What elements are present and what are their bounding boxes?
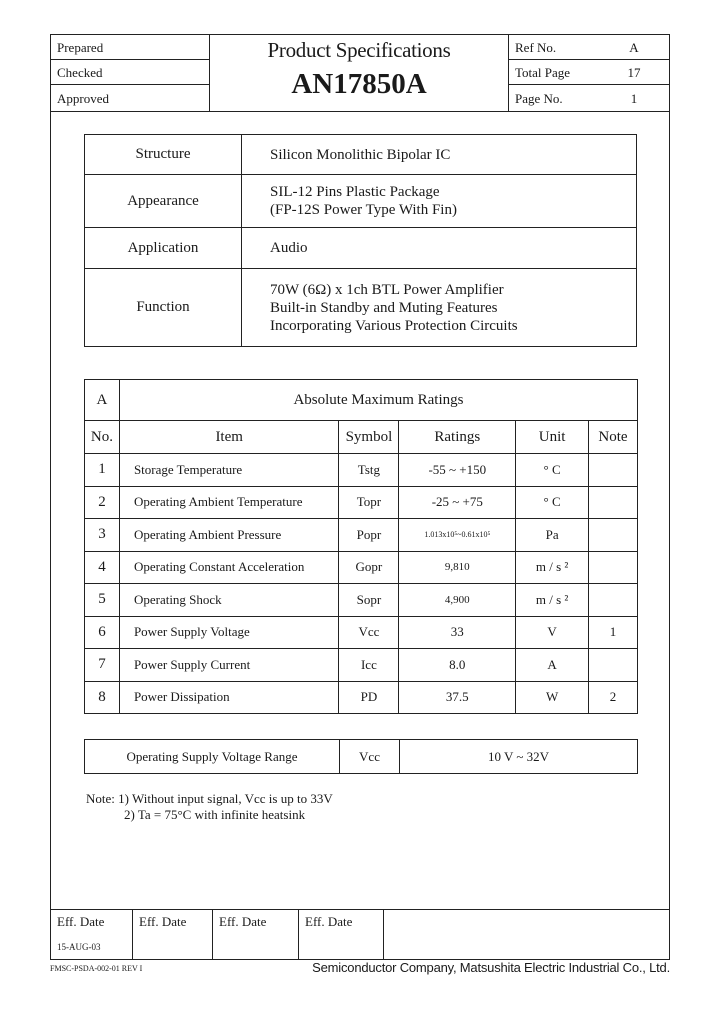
row-note: 1 [589,616,638,649]
spec-line: SIL-12 Pins Plastic Package [270,184,440,200]
total-page-row [509,60,670,85]
row-item: Operating Ambient Temperature [119,486,338,519]
company-name: Semiconductor Company, Matsushita Electric Industrial Co., Ltd. [312,960,670,975]
row-unit: Pa [516,519,589,552]
spec-key: Function [85,269,242,347]
spec-table [84,134,637,347]
notes-block [86,791,333,823]
spec-value [242,175,637,228]
row-symbol: Topr [339,486,399,519]
row-unit: A [516,649,589,682]
row-item: Operating Shock [119,584,338,617]
row-no: 3 [85,519,120,552]
spec-row [85,228,637,269]
row-rating: 1.013x10⁵~0.61x10⁵ [399,519,516,552]
row-symbol: Gopr [339,551,399,584]
eff-date-value: 15-AUG-03 [57,942,101,952]
row-symbol: Sopr [339,584,399,617]
eff-date-cell-4 [299,910,384,960]
total-page-value: 17 [627,65,641,80]
spec-key: Structure [85,135,242,175]
eff-date-cell-3 [213,910,299,960]
row-symbol: Tstg [339,454,399,487]
row-no: 4 [85,551,120,584]
document-title: Product Specifications [267,38,451,62]
row-note [589,551,638,584]
ratings-header-row [85,421,638,454]
row-item: Power Supply Voltage [119,616,338,649]
header-block [51,35,669,112]
row-unit: W [516,681,589,714]
voltage-range-symbol: Vcc [340,740,400,774]
eff-date-cell-1 [51,910,133,960]
spec-value [242,228,637,269]
table-row [85,454,638,487]
voltage-range-label: Operating Supply Voltage Range [85,740,340,774]
row-unit: m / s ² [516,551,589,584]
col-header: Unit [516,421,589,454]
row-item: Storage Temperature [119,454,338,487]
spec-key: Appearance [85,175,242,228]
ref-row [509,35,670,60]
row-unit: m / s ² [516,584,589,617]
row-note [589,649,638,682]
total-page-label: Total Page [515,65,571,80]
spec-line: Audio [270,240,308,256]
section-title: Absolute Maximum Ratings [119,380,637,421]
spec-row [85,175,637,228]
row-no: 2 [85,486,120,519]
eff-date-label: Eff. Date [139,914,187,929]
row-rating: 8.0 [399,649,516,682]
voltage-range-row [85,740,638,774]
note-1: Note: 1) Without input signal, Vcc is up to 33V [86,791,333,806]
ratings-table [84,379,638,714]
effective-date-row [51,909,669,960]
spec-row [85,269,637,347]
title-box [210,35,508,111]
page-no-label: Page No. [515,91,563,106]
note-2: 2) Ta = 75°C with infinite heatsink [124,807,306,822]
approval-box [51,35,210,111]
col-header: Ratings [399,421,516,454]
row-note [589,519,638,552]
ref-value: A [629,40,639,55]
row-rating: 4,900 [399,584,516,617]
row-item: Operating Constant Acceleration [119,551,338,584]
table-row [85,519,638,552]
section-letter: A [85,380,120,421]
row-symbol: Icc [339,649,399,682]
row-no: 6 [85,616,120,649]
col-header: Symbol [339,421,399,454]
row-note [589,454,638,487]
row-item: Power Dissipation [119,681,338,714]
table-row [85,616,638,649]
spec-line: 70W (6Ω) x 1ch BTL Power Amplifier [270,281,504,298]
form-number: FMSC-PSDA-002-01 REV I [50,964,143,973]
row-item: Power Supply Current [119,649,338,682]
row-item: Operating Ambient Pressure [119,519,338,552]
row-note [589,584,638,617]
spec-line: Silicon Monolithic Bipolar IC [270,146,451,163]
row-no: 5 [85,584,120,617]
row-rating: 9,810 [399,551,516,584]
spec-key: Application [85,228,242,269]
row-rating: 33 [399,616,516,649]
table-row [85,584,638,617]
checked-label: Checked [51,60,210,85]
eff-date-cell-2 [133,910,213,960]
row-rating: -55 ~ +150 [399,454,516,487]
row-symbol: PD [339,681,399,714]
approved-label: Approved [57,91,109,106]
ref-label: Ref No. [515,40,557,55]
row-unit: ° C [516,454,589,487]
spec-value [242,135,637,175]
voltage-range-value: 10 V ~ 32V [400,740,638,774]
part-number: AN17850A [291,68,427,100]
row-symbol: Popr [339,519,399,552]
table-row [85,486,638,519]
reference-box [508,35,669,111]
row-rating: -25 ~ +75 [399,486,516,519]
row-rating: 37.5 [399,681,516,714]
eff-date-label: Eff. Date [219,914,267,929]
page-no-value: 1 [630,91,638,106]
table-row [85,649,638,682]
table-row [85,681,638,714]
eff-date-label: Eff. Date [305,914,353,929]
row-symbol: Vcc [339,616,399,649]
spec-line: (FP-12S Power Type With Fin) [270,202,457,218]
row-unit: V [516,616,589,649]
page-no-row [509,86,670,111]
ratings-title-row [85,380,638,421]
prepared-label: Prepared [51,35,210,60]
row-note [589,486,638,519]
table-row [85,551,638,584]
row-note: 2 [589,681,638,714]
spec-line: Incorporating Various Protection Circuits [270,317,518,334]
col-header: No. [85,421,120,454]
voltage-range-table [84,739,638,774]
row-no: 1 [85,454,120,487]
col-header: Note [589,421,638,454]
spec-line: Built-in Standby and Muting Features [270,299,498,316]
row-unit: ° C [516,486,589,519]
spec-value [242,269,637,347]
col-header: Item [119,421,338,454]
row-no: 8 [85,681,120,714]
eff-date-label: Eff. Date [57,914,105,929]
spec-row [85,135,637,175]
row-no: 7 [85,649,120,682]
